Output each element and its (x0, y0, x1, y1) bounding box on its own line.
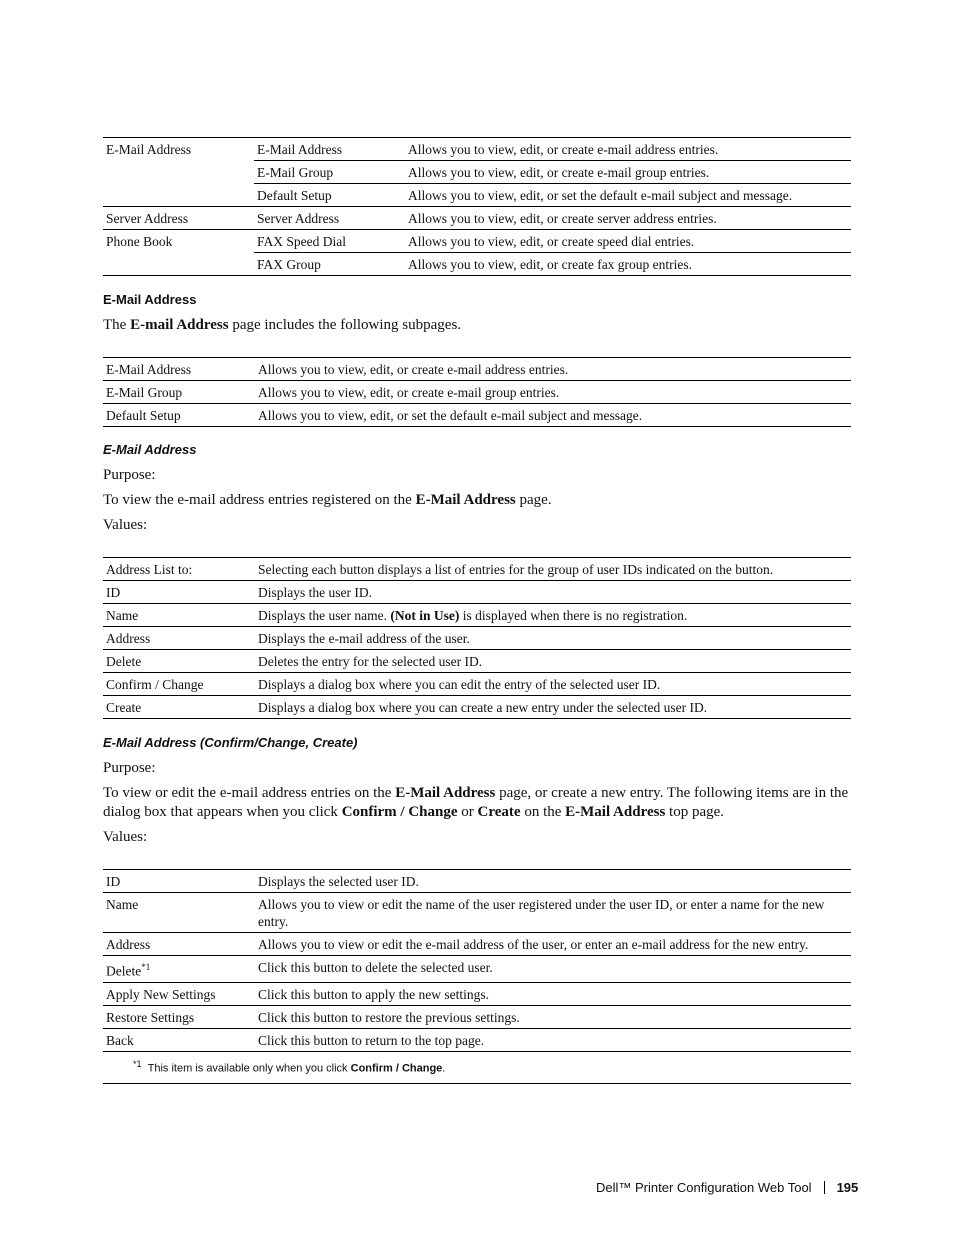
item-cell: Default Setup (254, 184, 405, 207)
purpose-bold: Create (477, 804, 521, 820)
desc-cell: Displays the user ID. (255, 581, 851, 604)
table-row (103, 404, 851, 427)
name-cell: Address List to: (103, 558, 255, 581)
table-row (103, 870, 851, 893)
footnote-ref: *1 (141, 962, 151, 972)
desc-bold: (Not in Use) (390, 608, 460, 623)
name-cell: E-Mail Address (103, 358, 255, 381)
purpose-label: Purpose: (103, 467, 156, 483)
subsection-heading: E-Mail Address (Confirm/Change, Create) (103, 735, 358, 750)
desc-cell: Allows you to view or edit the name of the user registered under the user ID, or enter a name for the new entry. (255, 893, 851, 933)
footer-divider (824, 1181, 825, 1194)
desc-cell: Allows you to view, edit, or create e-mail group entries. (255, 381, 851, 404)
item-cell: E-Mail Group (254, 161, 405, 184)
purpose-paragraph (103, 784, 853, 822)
table-row (103, 184, 851, 207)
name-cell: Address (103, 933, 255, 956)
purpose-bold: E-Mail Address (415, 492, 516, 508)
name-cell: Back (103, 1028, 255, 1051)
name-cell: Name (103, 604, 255, 627)
desc-cell: Displays a dialog box where you can create a new entry under the selected user ID. (255, 696, 851, 719)
desc-cell: Click this button to apply the new settings. (255, 982, 851, 1005)
group-cell (103, 161, 254, 184)
desc-cell: Allows you to view, edit, or set the default e-mail subject and message. (405, 184, 851, 207)
table-row (103, 650, 851, 673)
item-cell: Server Address (254, 207, 405, 230)
table-row (103, 956, 851, 983)
name-cell: Name (103, 893, 255, 933)
purpose-bold: E-Mail Address (395, 785, 496, 801)
group-cell (103, 253, 254, 276)
purpose-text: top page. (665, 804, 725, 820)
table-row (103, 696, 851, 719)
group-cell: Phone Book (106, 234, 173, 249)
purpose-text: on the (520, 804, 566, 820)
purpose-paragraph (103, 491, 552, 510)
name-cell: ID (103, 870, 255, 893)
item-cell: FAX Group (254, 253, 405, 276)
table-row (103, 893, 851, 933)
group-cell: E-Mail Address (103, 138, 254, 161)
name-text: Delete (106, 963, 142, 979)
table-row (103, 581, 851, 604)
table-row (103, 230, 851, 253)
desc-cell: Allows you to view, edit, or create e-mail address entries. (255, 358, 851, 381)
desc-cell: Click this button to return to the top page. (255, 1028, 851, 1051)
name-cell: Confirm / Change (103, 673, 255, 696)
desc-cell: Allows you to view, edit, or set the default e-mail subject and message. (255, 404, 851, 427)
intro-text: The (103, 317, 131, 333)
desc-cell: Displays a dialog box where you can edit the entry of the selected user ID. (255, 673, 851, 696)
desc-text: is displayed when there is no registration. (459, 608, 688, 623)
desc-cell: Selecting each button displays a list of entries for the group of user IDs indicated on the button. (255, 558, 851, 581)
desc-cell: Displays the selected user ID. (255, 870, 851, 893)
purpose-text: page, or create a new entry. The following items are in the dialog box that appears when you click (103, 785, 849, 820)
table-row (103, 982, 851, 1005)
name-cell: Restore Settings (103, 1005, 255, 1028)
purpose-text: page. (515, 492, 552, 508)
footnote-row (103, 1051, 851, 1084)
table-row (103, 161, 851, 184)
purpose-label: Purpose: (103, 760, 156, 776)
desc-cell: Allows you to view, edit, or create e-mail address entries. (405, 138, 851, 161)
table-row (103, 604, 851, 627)
desc-text: Displays the user name. (258, 608, 391, 623)
values-table (103, 869, 851, 1084)
name-cell: Apply New Settings (103, 982, 255, 1005)
desc-cell: Allows you to view or edit the e-mail address of the user, or enter an e-mail address for the new entry. (255, 933, 851, 956)
desc-cell: Allows you to view, edit, or create server address entries. (405, 207, 851, 230)
table-row (103, 1005, 851, 1028)
page-footer (596, 1180, 858, 1195)
name-cell: Default Setup (103, 404, 255, 427)
name-cell: Address (103, 627, 255, 650)
name-cell: Create (103, 696, 255, 719)
name-cell (103, 956, 255, 983)
footnote-text: This item is available only when you click (147, 1062, 351, 1075)
table-row (103, 207, 851, 230)
values-label: Values: (103, 517, 148, 533)
table-row (103, 138, 851, 161)
purpose-bold: E-Mail Address (565, 804, 666, 820)
table-row (103, 933, 851, 956)
table-row (103, 253, 851, 276)
intro-text: page includes the following subpages. (228, 317, 462, 333)
desc-cell: Click this button to delete the selected user. (255, 956, 851, 983)
table-row (103, 381, 851, 404)
table-row (103, 1028, 851, 1051)
group-cell (103, 184, 254, 207)
table-row (103, 673, 851, 696)
purpose-bold: Confirm / Change (341, 804, 458, 820)
item-cell: FAX Speed Dial (254, 230, 405, 253)
group-cell: Server Address (103, 207, 254, 230)
subpages-table (103, 357, 851, 427)
desc-cell: Displays the e-mail address of the user. (255, 627, 851, 650)
page-number: 195 (836, 1180, 859, 1195)
table-row (103, 358, 851, 381)
purpose-text: To view the e-mail address entries registered on the (103, 492, 416, 508)
footnote-mark: *1 (133, 1058, 142, 1069)
intro-bold: E-mail Address (130, 317, 229, 333)
name-cell: Delete (103, 650, 255, 673)
purpose-text: or (457, 804, 478, 820)
desc-cell: Allows you to view, edit, or create speed dial entries. (405, 230, 851, 253)
desc-cell: Click this button to restore the previous settings. (255, 1005, 851, 1028)
values-label: Values: (103, 829, 148, 845)
desc-cell: Allows you to view, edit, or create e-mail group entries. (405, 161, 851, 184)
name-cell: ID (103, 581, 255, 604)
subsection-heading: E-Mail Address (103, 442, 197, 457)
intro-paragraph (103, 316, 461, 335)
footnote-text: . (442, 1062, 446, 1075)
table-row (103, 627, 851, 650)
item-cell: E-Mail Address (254, 138, 405, 161)
name-cell: E-Mail Group (103, 381, 255, 404)
footnote-cell (103, 1051, 851, 1084)
purpose-text: To view or edit the e-mail address entries on the (103, 785, 396, 801)
footnote-bold: Confirm / Change (350, 1062, 443, 1075)
table-row (103, 558, 851, 581)
values-table (103, 557, 851, 719)
section-heading: E-Mail Address (103, 292, 197, 307)
desc-cell (255, 604, 851, 627)
menu-structure-table (103, 137, 851, 276)
footer-title: Dell™ Printer Configuration Web Tool (596, 1180, 812, 1195)
desc-cell: Allows you to view, edit, or create fax group entries. (405, 253, 851, 276)
desc-cell: Deletes the entry for the selected user ID. (255, 650, 851, 673)
